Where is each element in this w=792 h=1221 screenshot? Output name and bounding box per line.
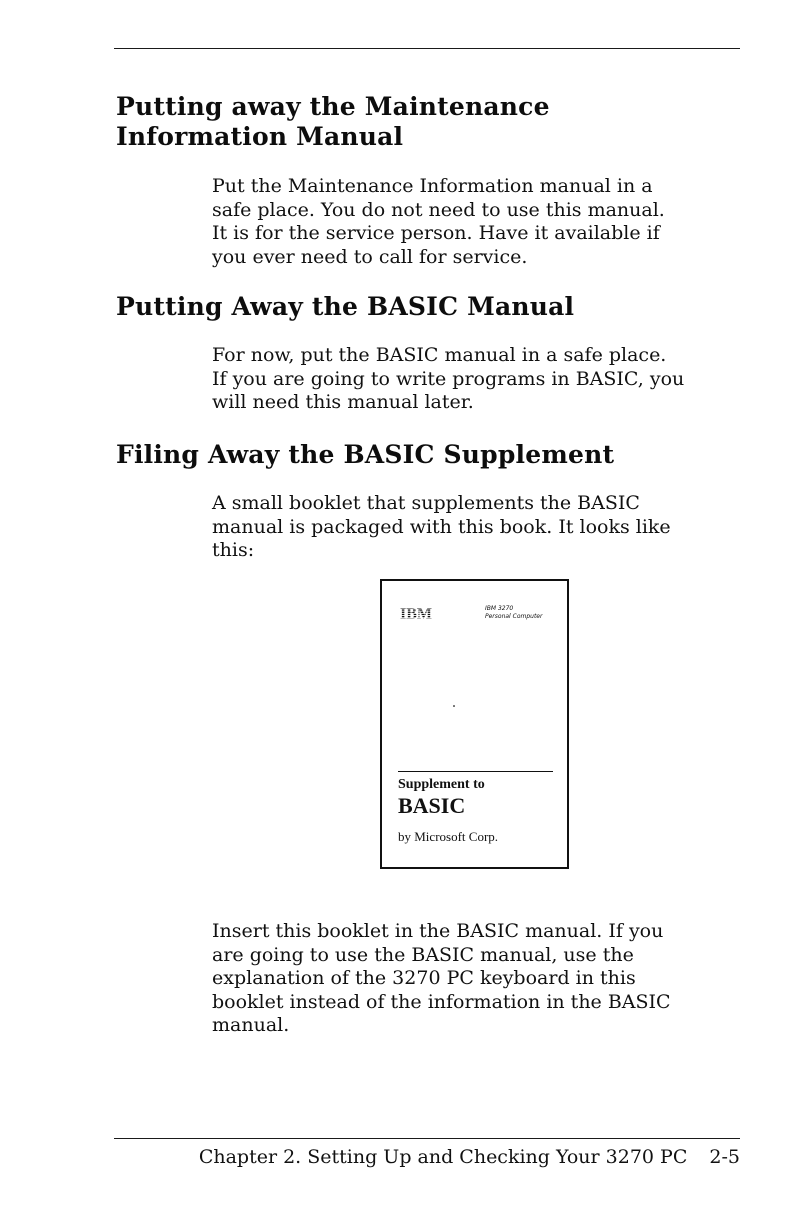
heading-maintenance-manual [116,92,550,152]
heading-line: Information Manual [116,122,404,151]
ibm-logo-icon [398,605,434,621]
paragraph-basic-supplement [212,492,742,563]
text-line: you ever need to call for service. [212,245,528,268]
heading-basic-supplement [116,440,614,470]
cover-supplement-label: Supplement to [398,777,485,792]
heading-line: Filing Away the BASIC Supplement [116,440,615,469]
heading-line: Putting Away the BASIC Manual [116,292,575,321]
text-line: will need this manual later. [212,391,474,413]
text-line: booklet instead of the information in the BASIC [212,990,671,1013]
product-line: Personal Computer [485,613,543,620]
cover-author: by Microsoft Corp. [398,829,499,844]
text-line: Put the Maintenance Information manual in a [212,175,653,197]
page-footer [199,1144,740,1170]
text-line: It is for the service person. Have it available if [212,222,660,244]
paragraph-maintenance-manual [212,175,742,269]
text-line: A small booklet that supplements the BASIC [212,492,640,514]
text-line: If you are going to write programs in BASIC, you [212,367,685,390]
paragraph-basic-manual [212,344,742,415]
product-line: IBM 3270 [485,605,514,612]
footer-rule [114,1138,740,1139]
text-line: manual is packaged with this book. It looks like [212,515,671,538]
top-rule [114,48,740,49]
text-line: Insert this booklet in the BASIC manual. If you [212,920,664,942]
cover-speck [453,705,455,707]
text-line: are going to use the BASIC manual, use the [212,943,634,966]
booklet-cover-illustration [380,579,569,869]
text-line: explanation of the 3270 PC keyboard in this [212,967,636,989]
cover-divider [398,771,553,772]
cover-title: BASIC [398,793,466,818]
heading-line: Putting away the Maintenance [116,92,550,121]
text-line: this: [212,539,255,561]
cover-product-name [485,605,542,621]
page-number: 2-5 [709,1146,740,1168]
footer-chapter-title: Chapter 2. Setting Up and Checking Your 3270 PC [198,1146,688,1168]
text-line: manual. [212,1014,290,1036]
text-line: For now, put the BASIC manual in a safe place. [212,344,667,366]
paragraph-insert-booklet [212,920,742,1038]
heading-basic-manual [116,292,574,322]
text-line: safe place. You do not need to use this manual. [212,198,665,221]
